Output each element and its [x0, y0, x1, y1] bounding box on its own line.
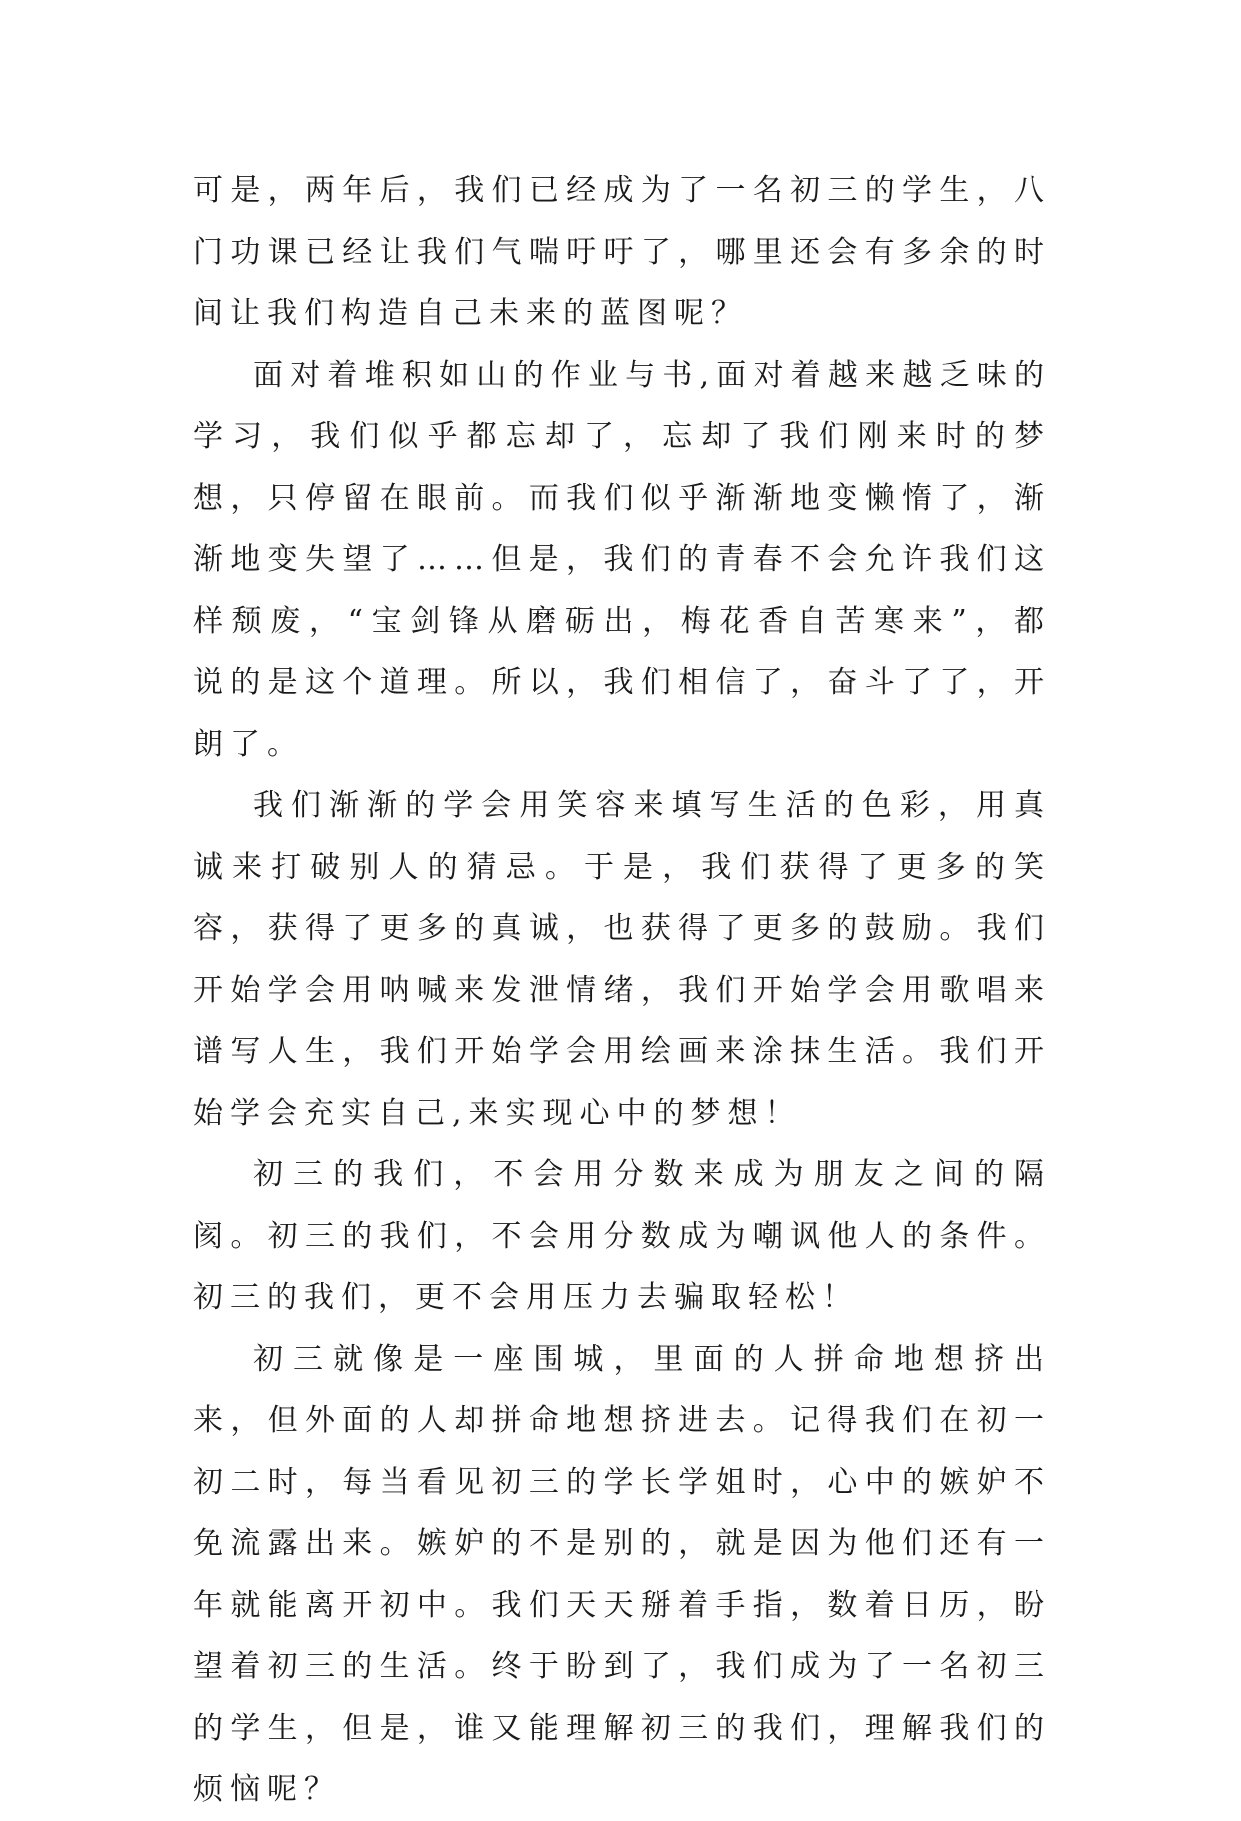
paragraph-5: 初三就像是一座围城，里面的人拼命地想挤出来，但外面的人却拼命地想挤进去。记得我们在初一初二时，每当看见初三的学长学姐时，心中的嫉妒不免流露出来。嫉妒的不是别的，就是因为他们还有一年就能离开初中。我们天天掰着手指，数着日历，盼望着初三的生活。终于盼到了，我们成为了一名初三的学生，但是，谁又能理解初三的我们，理解我们的烦恼呢？	[193, 1341, 1051, 1807]
paragraph-3: 我们渐渐的学会用笑容来填写生活的色彩，用真诚来打破别人的猜忌。于是，我们获得了更多的笑容，获得了更多的真诚，也获得了更多的鼓励。我们开始学会用呐喊来发泄情绪，我们开始学会用歌唱来谱写人生，我们开始学会用绘画来涂抹生活。我们开始学会充实自己,来实现心中的梦想！	[193, 788, 1051, 1131]
paragraph-4: 初三的我们，不会用分数来成为朋友之间的隔阂。初三的我们，不会用分数成为嘲讽他人的条件。初三的我们，更不会用压力去骗取轻松！	[193, 1157, 1051, 1315]
body-text	[193, 160, 1051, 1821]
paragraph-1: 可是，两年后，我们已经成为了一名初三的学生，八门功课已经让我们气喘吁吁了，哪里还会有多余的时间让我们构造自己未来的蓝图呢？	[193, 173, 1051, 331]
paragraph-2: 面对着堆积如山的作业与书,面对着越来越乏味的学习，我们似乎都忘却了，忘却了我们刚来时的梦想，只停留在眼前。而我们似乎渐渐地变懒惰了，渐渐地变失望了……但是，我们的青春不会允许我们这样颓废，“宝剑锋从磨砺出，梅花香自苦寒来”，都说的是这个道理。所以，我们相信了，奋斗了了，开朗了。	[193, 357, 1051, 762]
